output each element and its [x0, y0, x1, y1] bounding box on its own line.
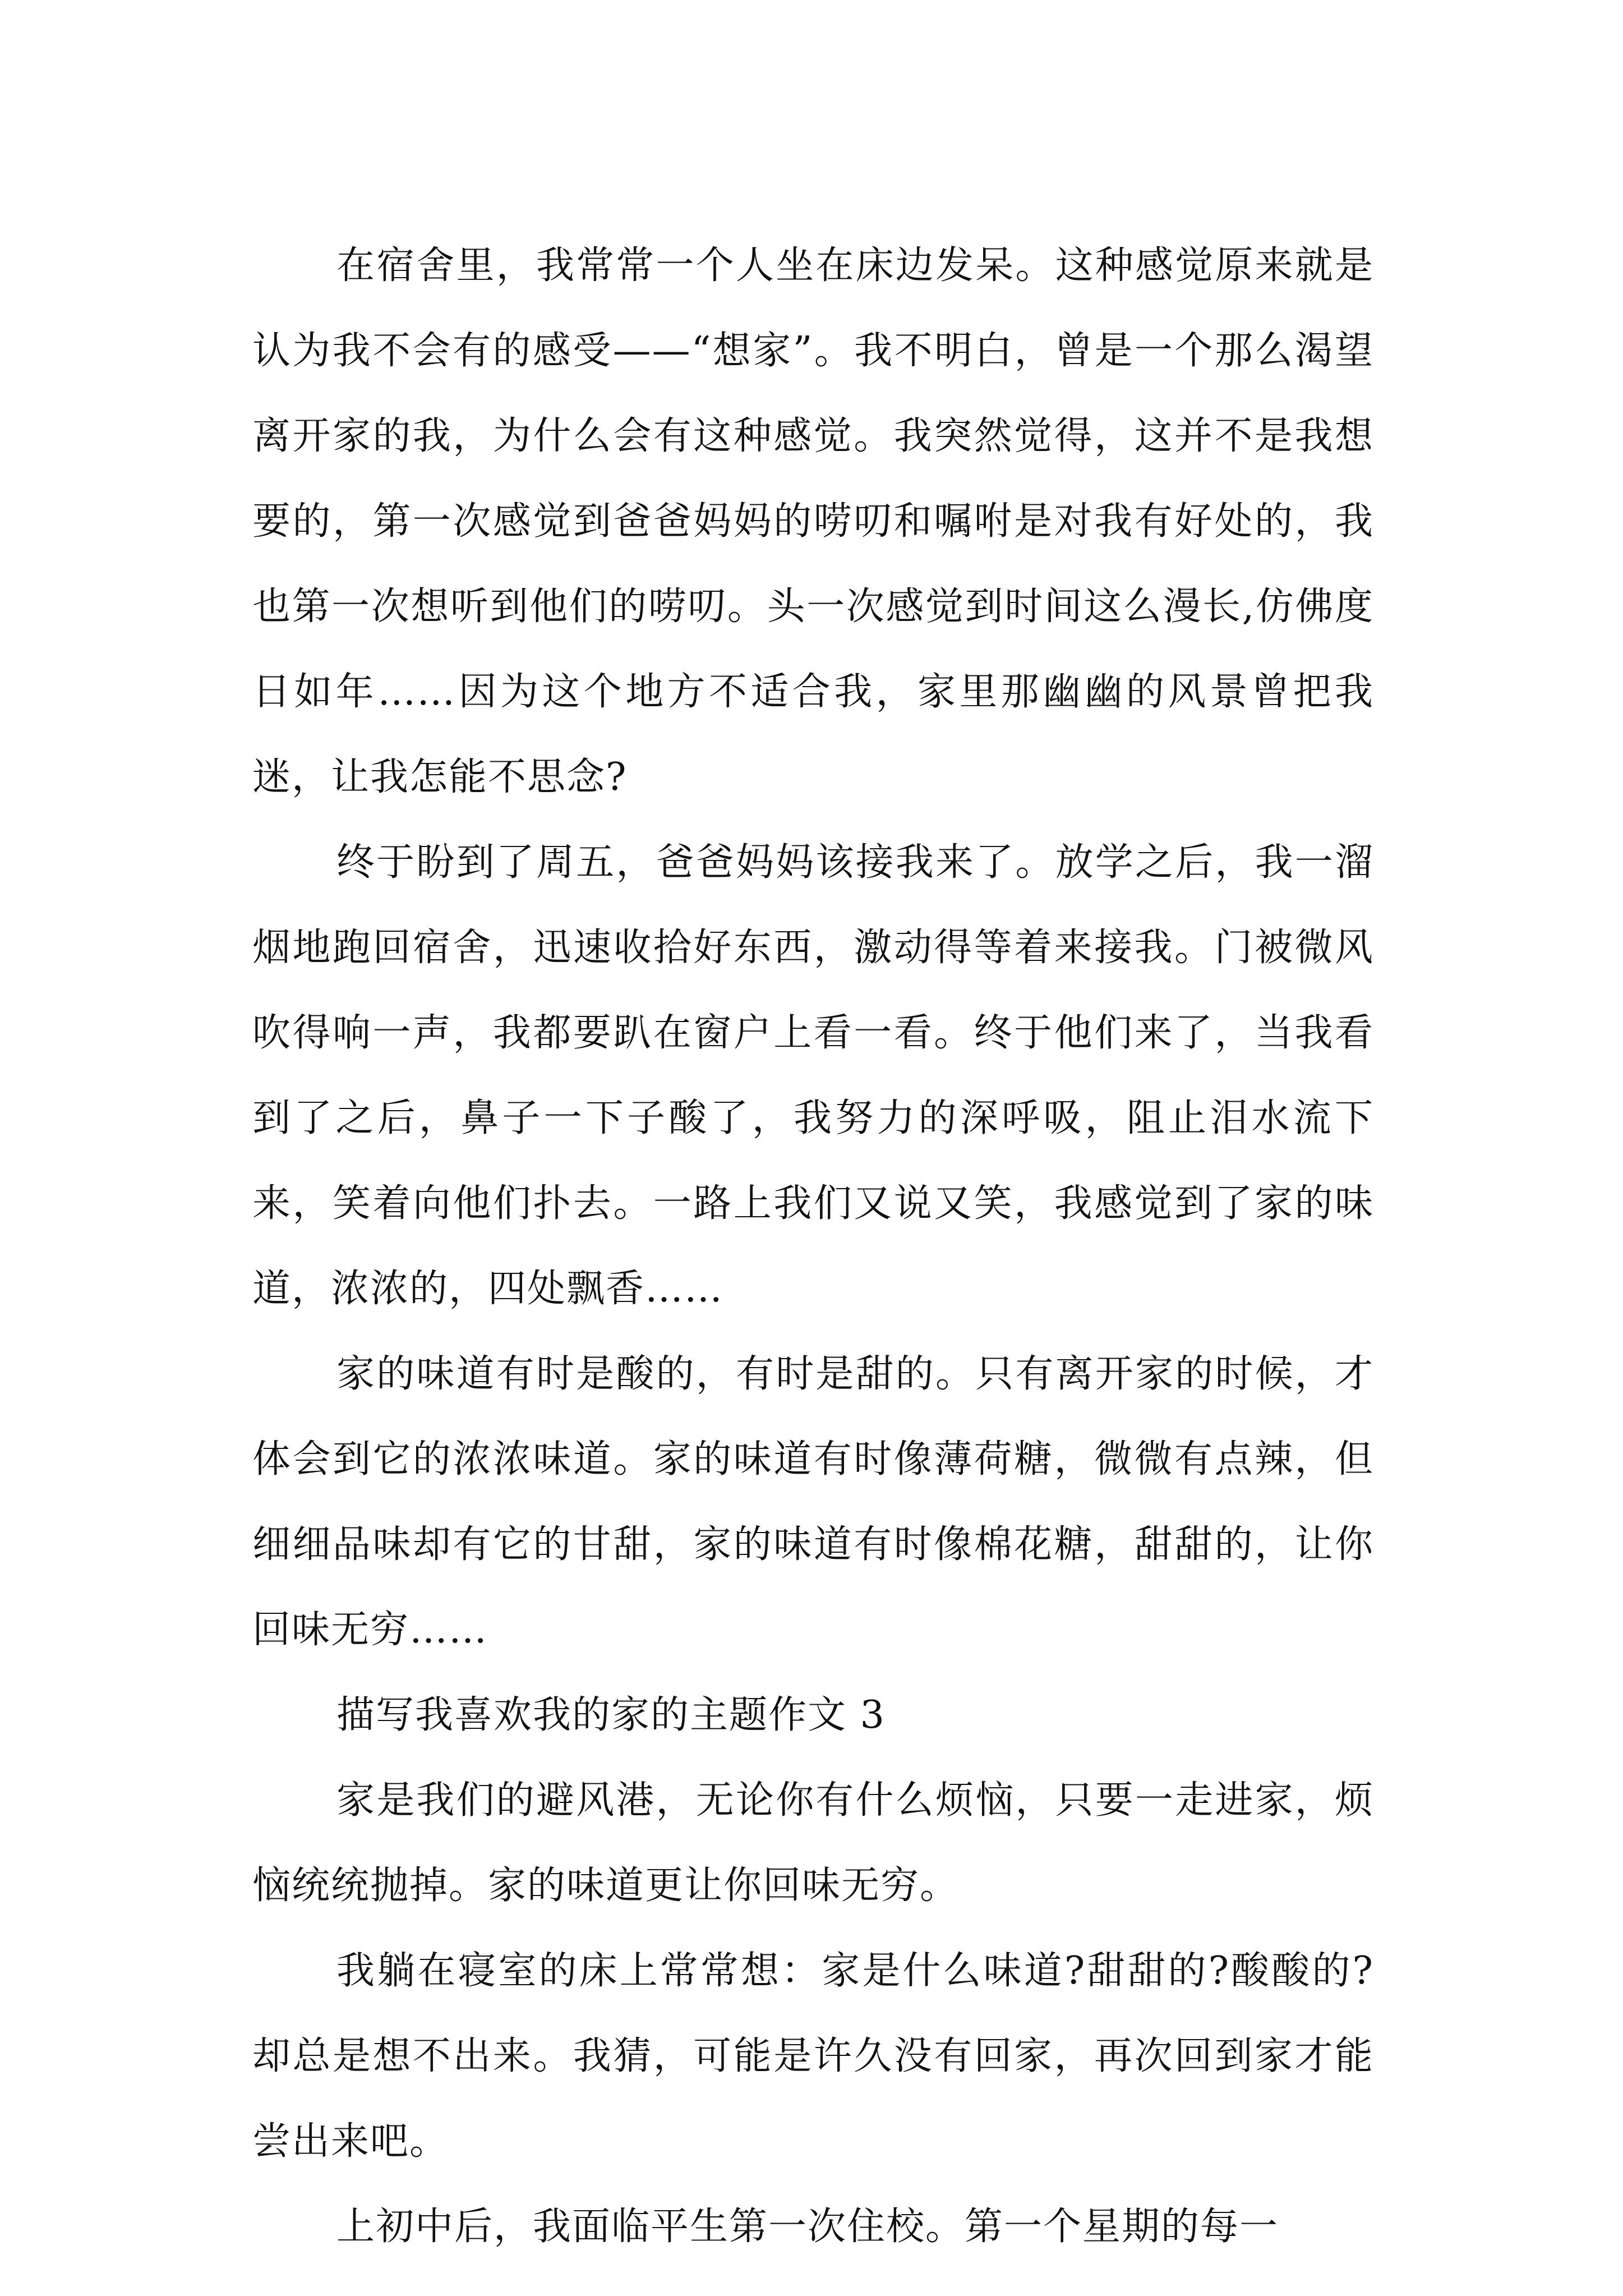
essay-heading: 描写我喜欢我的家的主题作文 3 [336, 1693, 886, 1737]
paragraph-missing-home: 在宿舍里，我常常一个人坐在床边发呆。这种感觉原来就是认为我不会有的感受——“想家”。我不明白，曾是一个那么渴望离开家的我，为什么会有这种感觉。我突然觉得，这并不是我想要的，第一次感觉到爸爸妈妈的唠叨和嘱咐是对我有好处的，我也第一次想听到他们的唠叨。头一次感觉到时间这么漫长,仿佛度日如年……因为这个地方不适合我，家里那幽幽的风景曾把我迷，让我怎能不思念? [252, 243, 1374, 799]
paragraph-taste-of-home: 家的味道有时是酸的，有时是甜的。只有离开家的时候，才体会到它的浓浓味道。家的味道有时像薄荷糖，微微有点辣，但细细品味却有它的甘甜，家的味道有时像棉花糖，甜甜的，让你回味无穷…… [252, 1352, 1374, 1652]
paragraph-friday: 终于盼到了周五，爸爸妈妈该接我来了。放学之后，我一溜烟地跑回宿舍，迅速收拾好东西，激动得等着来接我。门被微风吹得响一声，我都要趴在窗户上看一看。终于他们来了，当我看到了之后，鼻子一下子酸了，我努力的深呼吸，阻止泪水流下来，笑着向他们扑去。一路上我们又说又笑，我感觉到了家的味道，浓浓的，四处飘香…… [252, 840, 1374, 1311]
document-body [252, 223, 1374, 2270]
paragraph-boarding: 上初中后，我面临平生第一次住校。第一个星期的每一 [336, 2205, 1279, 2249]
paragraph-harbor: 家是我们的避风港，无论你有什么烦恼，只要一走进家，烦恼统统抛掉。家的味道更让你回味无穷。 [252, 1778, 1374, 1908]
paragraph-dorm-bed: 我躺在寝室的床上常常想：家是什么味道?甜甜的?酸酸的?却总是想不出来。我猜，可能是许久没有回家，再次回到家才能尝出来吧。 [252, 1949, 1374, 2164]
